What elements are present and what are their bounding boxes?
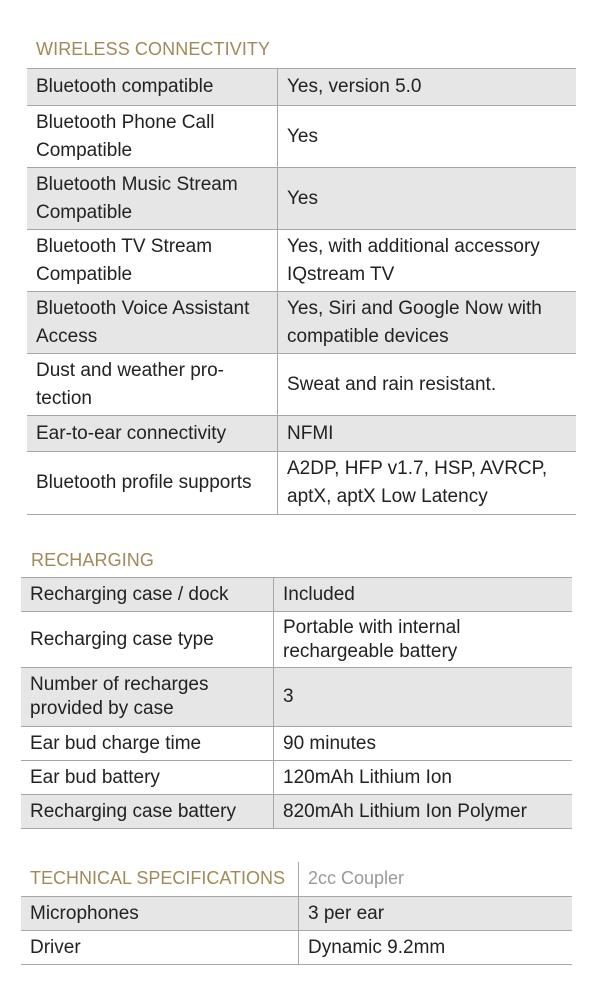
technical-section-title: TECHNICAL SPECIFICATIONS [30, 868, 286, 888]
table-row [21, 931, 572, 965]
spec-label: Ear bud battery [21, 761, 274, 795]
spec-label: Bluetooth profile supports [27, 452, 278, 515]
spec-label: Bluetooth Phone Call Compatible [27, 106, 278, 168]
spec-value: NFMI [278, 416, 577, 452]
table-row [21, 668, 572, 727]
spec-label: Ear bud charge time [21, 727, 274, 761]
table-row [21, 761, 572, 795]
spec-value: 90 minutes [274, 727, 573, 761]
technical-specifications-table [21, 896, 572, 965]
table-row [27, 168, 576, 230]
spec-label: Recharging case battery [21, 795, 274, 829]
spec-label: Number of recharges provided by case [21, 668, 274, 727]
table-row [27, 230, 576, 292]
spec-value: Yes [278, 106, 577, 168]
spec-value: Included [274, 578, 573, 612]
spec-value: Yes, Siri and Google Now with compatible devices [278, 292, 577, 354]
spec-label: Recharging case / dock [21, 578, 274, 612]
technical-column-header: 2cc Coupler [308, 868, 405, 888]
spec-value: Dynamic 9.2mm [299, 931, 573, 965]
spec-label: Bluetooth Music Stream Compatible [27, 168, 278, 230]
spec-value: Portable with internal rechargeable battery [274, 612, 573, 668]
table-row [21, 727, 572, 761]
spec-value: 3 per ear [299, 897, 573, 931]
table-row [27, 416, 576, 452]
spec-value: 820mAh Lithium Ion Polymer [274, 795, 573, 829]
spec-value: A2DP, HFP v1.7, HSP, AVRCP, aptX, aptX Low Latency [278, 452, 577, 515]
wireless-section-title: WIRELESS CONNECTIVITY [36, 39, 271, 59]
spec-label: Bluetooth TV Stream Compatible [27, 230, 278, 292]
spec-value: 3 [274, 668, 573, 727]
recharging-table [21, 577, 572, 829]
table-row [21, 897, 572, 931]
spec-value: Yes [278, 168, 577, 230]
spec-label: Dust and weather pro-tection [27, 354, 278, 416]
spec-label: Bluetooth Voice Assistant Access [27, 292, 278, 354]
wireless-connectivity-table [27, 68, 576, 515]
spec-value: 120mAh Lithium Ion [274, 761, 573, 795]
header-divider [298, 862, 299, 896]
technical-section-header [21, 862, 572, 897]
table-row [21, 795, 572, 829]
table-row [21, 612, 572, 668]
spec-value: Sweat and rain resistant. [278, 354, 577, 416]
table-row [27, 452, 576, 515]
spec-label: Recharging case type [21, 612, 274, 668]
recharging-section-title: RECHARGING [31, 550, 155, 570]
spec-label: Bluetooth compatible [27, 69, 278, 106]
spec-value: Yes, with additional accessory IQstream TV [278, 230, 577, 292]
spec-label: Driver [21, 931, 299, 965]
spec-label: Ear-to-ear connectivity [27, 416, 278, 452]
table-row [21, 578, 572, 612]
table-row [27, 292, 576, 354]
table-row [27, 106, 576, 168]
spec-value: Yes, version 5.0 [278, 69, 577, 106]
spec-label: Microphones [21, 897, 299, 931]
table-row [27, 69, 576, 106]
table-row [27, 354, 576, 416]
